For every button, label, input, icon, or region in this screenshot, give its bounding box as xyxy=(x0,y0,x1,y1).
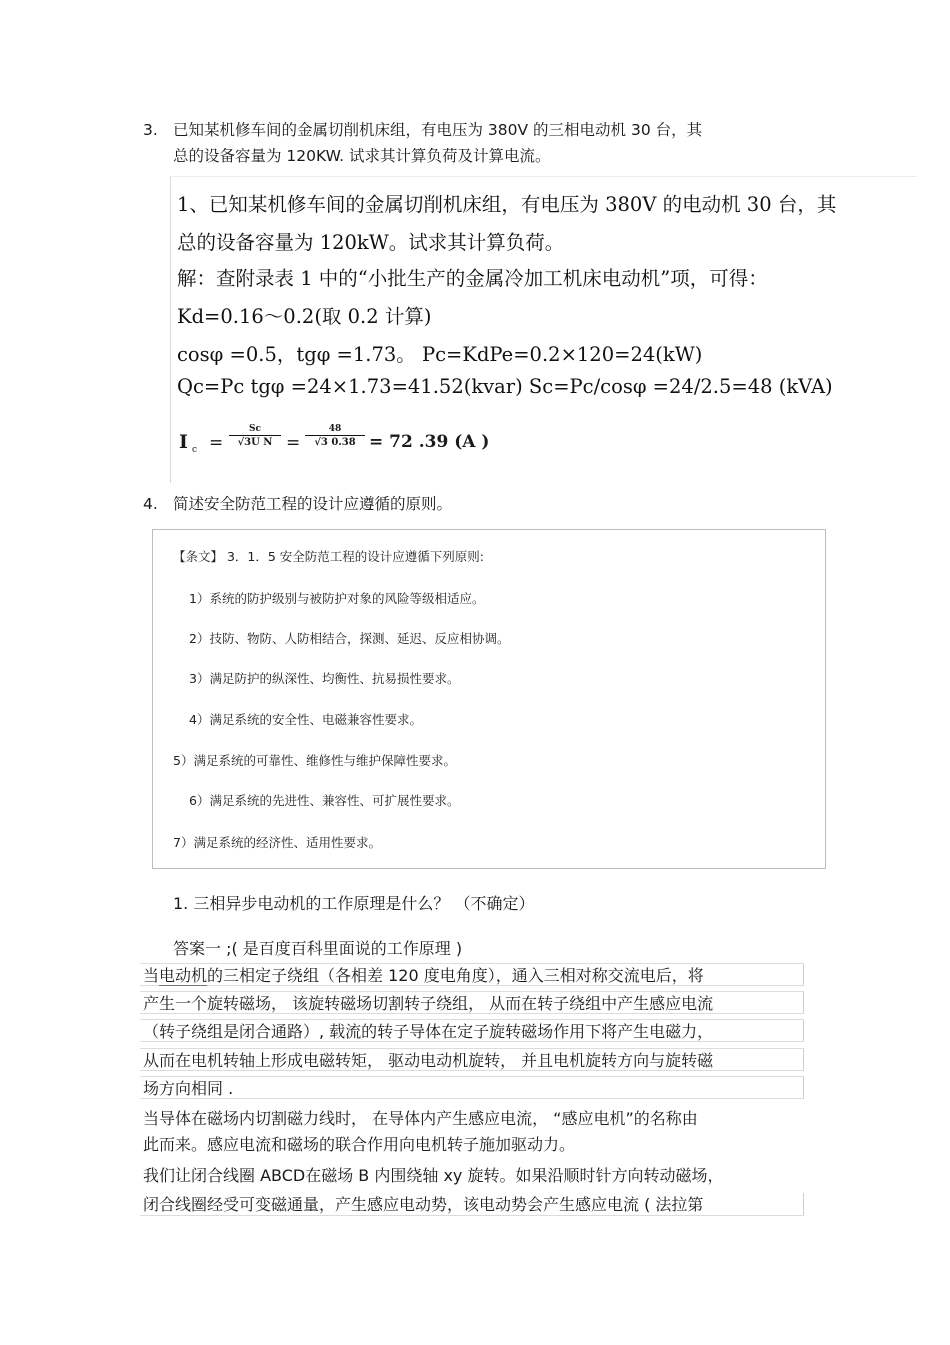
solution-line-3: 解：查附录表 1 中的“小批生产的金属冷加工机床电动机”项，可得： xyxy=(177,267,768,290)
answer-label: 答案一 ;( 是百度百科里面说的工作原理 ) xyxy=(173,939,463,958)
clause-block xyxy=(152,529,826,869)
fraction-1-numerator: Sc xyxy=(229,424,281,436)
formula-lhs: I xyxy=(179,431,188,453)
motor-link[interactable]: 电动机 xyxy=(159,966,208,985)
solution-line-2: 总的设备容量为 120kW。试求其计算负荷。 xyxy=(177,231,565,254)
q4-text: 简述安全防范工程的设计应遵循的原则。 xyxy=(173,495,453,513)
answer-para2-line-1: 当导体在磁场内切割磁力线时， 在导体内产生感应电流， “感应电机”的名称由 xyxy=(143,1109,698,1128)
q1-text: 1. 三相异步电动机的工作原理是什么？ （不确定） xyxy=(173,894,535,913)
formula-lhs-subscript: c xyxy=(192,445,198,455)
clause-item-1: 1）系统的防护级别与被防护对象的风险等级相适应。 xyxy=(189,591,485,606)
q3-number: 3. xyxy=(143,121,158,139)
clause-item-4: 4）满足系统的安全性、电磁兼容性要求。 xyxy=(189,712,422,727)
fraction-1-denominator: √3U N xyxy=(237,437,273,448)
clause-item-7: 7）满足系统的经济性、适用性要求。 xyxy=(173,835,381,850)
formula-equals: = xyxy=(209,433,224,453)
answer-row-2: 产生一个旋转磁场， 该旋转磁场切割转子绕组， 从而在转子绕组中产生感应电流 xyxy=(140,991,804,1014)
q3-line-1: 已知某机修车间的金属切削机床组，有电压为 380V 的三相电动机 30 台，其 xyxy=(173,121,703,139)
clause-heading: 【条文】 3．1．5 安全防范工程的设计应遵循下列原则: xyxy=(173,549,485,564)
q3-line-2: 总的设备容量为 120KW. 试求其计算负荷及计算电流。 xyxy=(173,147,551,165)
clause-item-2: 2）技防、物防、人防相结合，探测、延迟、反应相协调。 xyxy=(189,631,510,646)
formula-result: = 72 .39 (A ) xyxy=(369,432,490,452)
clause-item-3: 3）满足防护的纵深性、均衡性、抗易损性要求。 xyxy=(189,671,460,686)
formula-fraction-2 xyxy=(305,424,365,449)
answer-row-1-text: 的三相定子绕组（各相差 120 度电角度），通入三相对称交流电后，将 xyxy=(207,966,704,985)
formula-equals-2: = xyxy=(286,433,301,453)
answer-row-1 xyxy=(140,963,804,986)
answer-row-3: （转子绕组是闭合通路）, 载流的转子导体在定子旋转磁场作用下将产生电磁力， xyxy=(140,1019,804,1042)
q3-solution-block xyxy=(170,176,917,483)
formula-fraction-1 xyxy=(229,424,281,449)
solution-line-1: 1、已知某机修车间的金属切削机床组，有电压为 380V 的电动机 30 台，其 xyxy=(177,193,837,216)
fraction-2-numerator: 48 xyxy=(305,424,365,436)
answer-row-1-prefix: 当 xyxy=(143,966,160,985)
clause-item-5: 5）满足系统的可靠性、维修性与维护保障性要求。 xyxy=(173,753,456,768)
solution-line-5: cosφ =0.5，tgφ =1.73。 Pc=KdPe=0.2×120=24(kW) xyxy=(177,343,703,366)
solution-line-6: Qc=Pc tgφ =24×1.73=41.52(kvar) Sc=Pc/cosφ =24/2.5=48 (kVA) xyxy=(177,375,833,398)
fraction-2-denominator: √3 0.38 xyxy=(314,437,356,448)
clause-item-6: 6）满足系统的先进性、兼容性、可扩展性要求。 xyxy=(189,793,460,808)
answer-para3-line-2: 闭合线圈经受可变磁通量，产生感应电动势，该电动势会产生感应电流 ( 法拉第 xyxy=(140,1193,804,1216)
answer-row-5: 场方向相同 . xyxy=(140,1076,804,1099)
answer-para3-line-1: 我们让闭合线圈 ABCD在磁场 B 内围绕轴 xy 旋转。如果沿顺时针方向转动磁场， xyxy=(143,1166,724,1185)
answer-para2-line-2: 此而来。感应电流和磁场的联合作用向电机转子施加驱动力。 xyxy=(143,1135,576,1154)
q4-number: 4. xyxy=(143,495,158,513)
solution-line-4: Kd=0.16～0.2(取 0.2 计算) xyxy=(177,305,432,328)
answer-row-4: 从而在电机转轴上形成电磁转矩， 驱动电动机旋转， 并且电机旋转方向与旋转磁 xyxy=(140,1048,804,1071)
